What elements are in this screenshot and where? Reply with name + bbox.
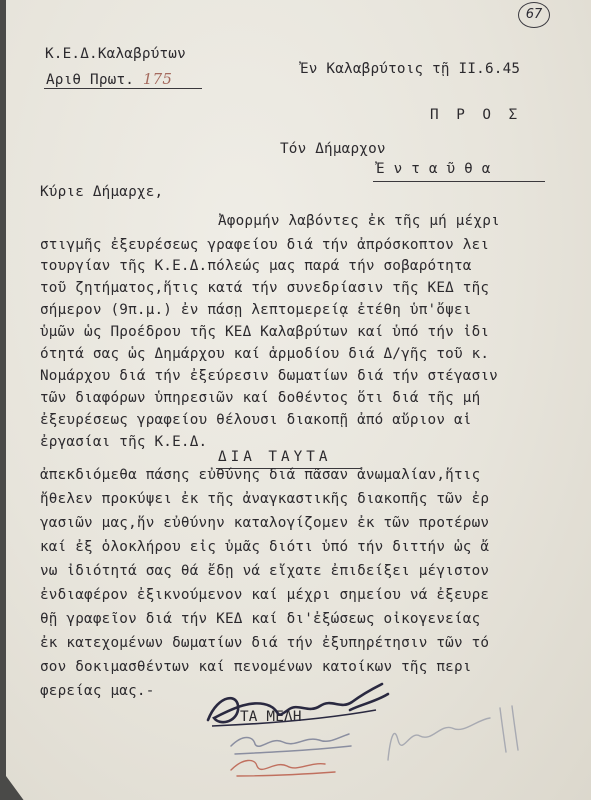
recipient-location: Ἐ ν τ α ῦ θ α <box>376 161 491 177</box>
body2-line-1: ἀπεκδιόμεθα πάσης εὐθύνης διά πᾶσαν ἀνωμαλίαν,ἥτις <box>40 467 481 483</box>
body2-line-8: ἐκ κατεχομένων δωματίων διά τήν ἐξυπηρέτησιν τῶν τό <box>40 635 490 651</box>
dia-tauta-heading: ΔΙΑ ΤΑΥΤΑ <box>218 449 332 465</box>
body-line-11: ἐργασίαι τῆς Κ.Ε.Δ. <box>40 434 208 450</box>
body-line-1: Ἀφορμήν λαβόντες ἐκ τῆς μή μέχρι <box>218 213 500 229</box>
protocol-line <box>46 70 172 89</box>
body-line-3: τουργίαν τῆς Κ.Ε.Δ.πόλεώς μας παρά τήν σοβαρότητα <box>40 258 472 274</box>
location-underline <box>373 181 545 182</box>
protocol-number: 175 <box>142 70 173 88</box>
signature-faint <box>380 700 530 770</box>
body2-line-4: καί ἐξ ὁλοκλήρου εἰς ὑμᾶς διότι ὑπό τήν διττήν ὡς ἄ <box>40 539 490 555</box>
pros-label: Π Ρ Ο Σ <box>430 107 522 123</box>
body2-line-3: γασιῶν μας,ἥν εὐθύνην καταλογίζομεν ἐκ τῶν προτέρων <box>40 515 490 531</box>
body-line-9: τῶν διαφόρων ὑπηρεσιῶν καί δοθέντος ὅτι διά τῆς μή <box>40 390 481 406</box>
signature-red-pencil <box>225 752 345 782</box>
authority-name: Κ.Ε.Δ.Καλαβρύτων <box>45 46 186 62</box>
body-line-2: στιγμῆς ἐξευρέσεως γραφείου διά τήν ἀπρόσκοπτον λει <box>40 237 490 253</box>
body-line-7: ότητά σας ὡς Δημάρχου καί ἁρμοδίου διά Δ/γῆς τοῦ κ. <box>40 346 490 362</box>
body-line-4: τοῦ ζητήματος,ἥτις κατά τήν συνεδρίασιν τῆς ΚΕΔ τῆς <box>40 280 490 296</box>
body2-line-7: θῇ γραφεῖον διά τήν ΚΕΔ καί δι'ἐξώσεως οἰκογενείας <box>40 611 481 627</box>
body2-line-2: ἤθελεν προκύψει ἐκ τῆς ἀναγκαστικῆς διακοπῆς τῶν ἐρ <box>40 491 490 507</box>
salutation: Κύριε Δήμαρχε, <box>40 184 164 200</box>
body-line-10: ἐξευρέσεως γραφείου θέλουσι διακοπῇ ἀπό αὔριον αἱ <box>40 412 472 428</box>
body-line-5: σήμερον (9π.μ.) ἐν πάσῃ λεπτομερείᾳ ἐτέθη ὑπ'ὄψει <box>40 302 472 318</box>
protocol-underline <box>44 88 202 89</box>
body2-line-10: φερείας μας.- <box>40 683 155 699</box>
body-line-6: ὑμῶν ὡς Προέδρου τῆς ΚΕΔ Καλαβρύτων καί ὑπό τήν ἰδι <box>40 324 490 340</box>
body2-line-5: νω ἰδιότητά σας θά ἔδῃ νά εἴχατε ἐπιδείξει μέγιστον <box>40 563 490 579</box>
body2-line-9: σον δοκιμασθέντων καί πενομένων κατοίκων τῆς περι <box>40 659 472 675</box>
protocol-label: Αριθ Πρωτ. <box>46 72 135 88</box>
recipient: Τόν Δήμαρχον <box>280 141 386 157</box>
body2-line-6: ἐνδιαφέρον ἐξικνούμενον καί μέχρι σημείου νά ἐξευρε <box>40 587 490 603</box>
closing-members: ΤΑ ΜΕΛΗ <box>240 709 302 725</box>
body-line-8: Νομάρχου διά τήν ἐξεύρεσιν δωματίων διά τήν στέγασιν <box>40 368 498 384</box>
page-marker: 67 <box>518 2 550 28</box>
place-date: Ἐν Καλαβρύτοις τῇ ΙΙ.6.45 <box>300 61 521 77</box>
